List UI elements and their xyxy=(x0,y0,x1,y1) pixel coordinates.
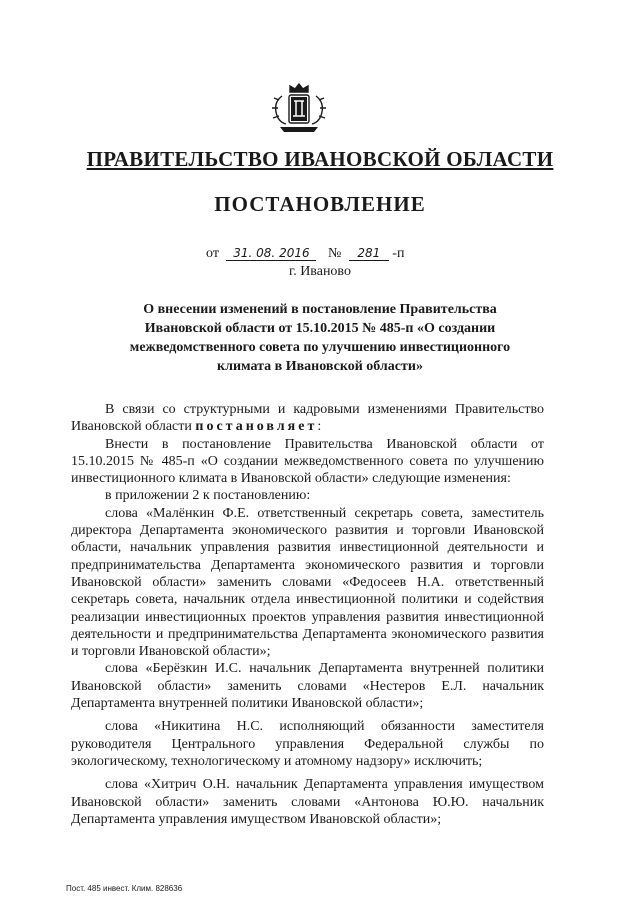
resolution-body xyxy=(71,401,544,828)
handwritten-number: 281 xyxy=(349,246,389,261)
document-type: ПОСТАНОВЛЕНИЕ xyxy=(214,192,426,216)
paragraph-nikitina: слова «Никитина Н.С. исполняющий обязанности заместителя руководителя Центрального управления Федеральной службы по экологическому, технологическому и атомному надзору» исключить; xyxy=(71,719,544,769)
date-number-line xyxy=(206,246,404,262)
footer-reference: Пост. 485 инвест. Клим. 828636 xyxy=(66,884,183,893)
paragraph-berezkin: слова «Берёзкин И.С. начальник Департамента внутренней политики Ивановской области» заменить словами «Нестеров Е.Л. начальник Департамента внутренней политики Ивановской области»; xyxy=(71,661,544,712)
resolution-subject: О внесении изменений в постановление Правительства Ивановской области от 15.10.2015 № 485-п «О создании межведомственного совета по улучшению инвестиционного климата в Ивановской области» xyxy=(129,302,511,374)
city: г. Иваново xyxy=(289,264,351,279)
preamble-text: В связи со структурными и кадровыми изменениями Правительство Ивановской области xyxy=(71,402,544,435)
preamble-end: : xyxy=(317,419,322,435)
number-sign: № xyxy=(327,246,342,261)
paragraph-amendment: Внести в постановление Правительства Ивановской области от 15.10.2015 № 485-п «О создании межведомственного совета по улучшению инвестиционного климата в Ивановской области» следующие изменения: xyxy=(71,436,544,487)
paragraph-khitrich: слова «Хитрич О.Н. начальник Департамента управления имуществом Ивановской области» заменить словами «Антонова Ю.Ю. начальник Департамента управления имуществом Ивановской области»; xyxy=(71,777,544,827)
date-prefix: от xyxy=(206,246,219,261)
government-title: ПРАВИТЕЛЬСТВО ИВАНОВСКОЙ ОБЛАСТИ xyxy=(86,147,554,171)
coat-of-arms-emblem xyxy=(270,80,328,136)
decree-word: постановляет xyxy=(195,419,318,435)
handwritten-date: 31. 08. 2016 xyxy=(226,246,316,261)
paragraph-malenkin: слова «Малёнкин Ф.Е. ответственный секретарь совета, заместитель директора Департамента экономического развития и торговли Ивановской области, начальник управления развития инвестиционной деятельности и предпринимательства Департамента экономического развития и торговли Ивановской области» заменить словами «Федосеев Н.А. ответственный секретарь совета, начальник отдела инвестиционной политики и содействия реализации инвестиционных проектов управления развития инвестиционной деятельности и предпринимательства Департамента экономического развития и торговли Ивановской области»; xyxy=(71,505,544,660)
number-suffix: -п xyxy=(392,246,405,261)
preamble xyxy=(71,401,544,436)
paragraph-appendix: в приложении 2 к постановлению: xyxy=(105,488,311,504)
